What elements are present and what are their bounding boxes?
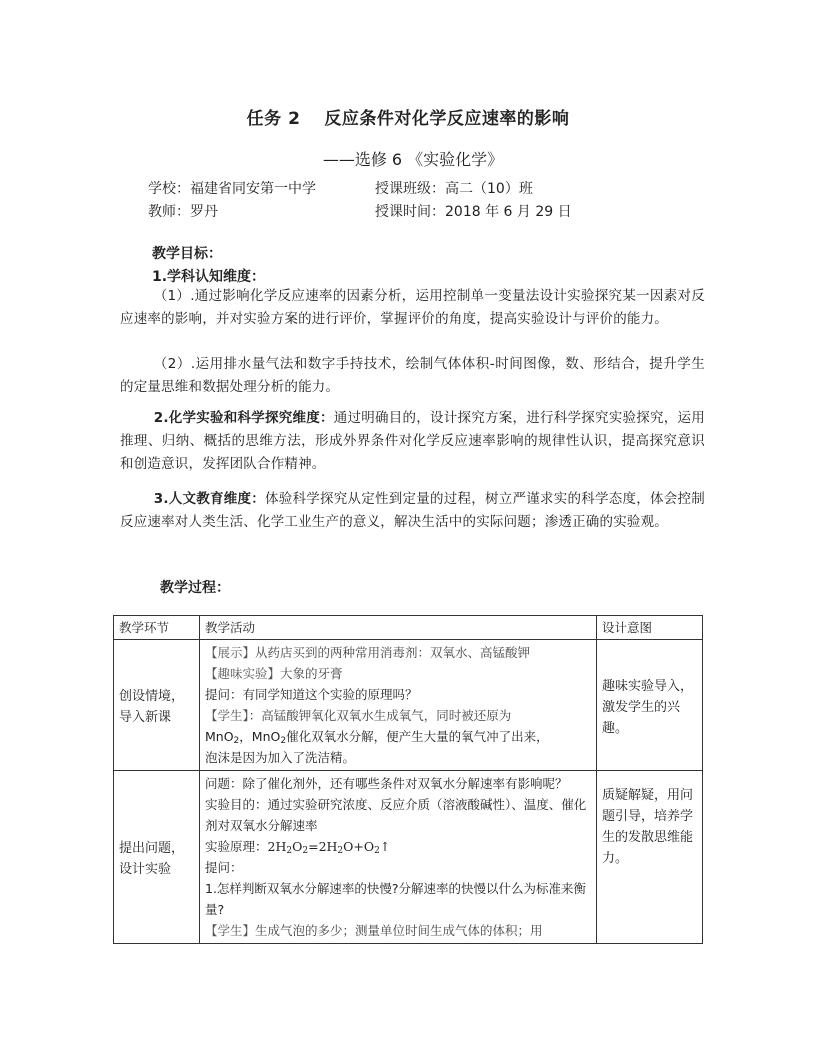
table-row xyxy=(114,640,703,771)
activity-line: 【趣味实验】大象的牙膏 xyxy=(205,666,343,681)
stage-cell: 创设情境，导入新课 xyxy=(114,640,200,771)
dimension-1-paragraph-2: （2）.运用排水量气法和数字手持技术，绘制气体体积-时间图像，数、形结合，提升学生的定量思维和数据处理分析的能力。 xyxy=(120,356,705,395)
time-info: 授课时间：2018 年 6 月 29 日 xyxy=(375,204,572,220)
dimension-1-title: 1.学科认知维度： xyxy=(152,269,266,285)
page-title: 任务 2 反应条件对化学反应速率的影响 xyxy=(246,109,570,129)
activity-line: 【学生】：高锰酸钾氧化双氧水生成氧气，同时被还原为 xyxy=(205,708,512,723)
process-table xyxy=(113,615,703,944)
dimension-1-paragraph-1: （1）.通过影响化学反应速率的因素分析，运用控制单一变量法设计实验探究某一因素对反应速率的影响，并对实验方案的进行评价，掌握评价的角度，提高实验设计与评价的能力。 xyxy=(120,288,705,327)
activity-line: MnO$_2$，MnO$_2$催化双氧水分解，便产生大量的氧气冲了出来， xyxy=(205,729,549,746)
activity-line: 【展示】从药店买到的两种常用消毒剂：双氧水、高锰酸钾 xyxy=(205,645,531,660)
teacher-info: 教师：罗丹 xyxy=(148,204,218,220)
activity-cell xyxy=(200,771,597,944)
column-header-intent: 设计意图 xyxy=(597,616,703,640)
intent-cell: 趣味实验导入，激发学生的兴趣。 xyxy=(597,640,703,771)
activity-line: 提问：有同学知道这个实验的原理吗？ xyxy=(205,687,418,702)
tag-label: 【学生】 xyxy=(205,923,256,938)
activity-line: 泡沫是因为加入了洗洁精。 xyxy=(205,750,356,765)
activity-cell xyxy=(200,640,597,771)
activity-line: 实验目的：通过实验研究浓度、反应介质（溶液酸碱性）、温度、催化剂对双氧水分解速率 xyxy=(205,797,587,833)
page-subtitle: ——选修 6 《实验化学》 xyxy=(322,150,504,169)
activity-line: 1.怎样判断双氧水分解速率的快慢?分解速率的快慢以什么为标准来衡量? xyxy=(205,881,587,917)
column-header-stage: 教学环节 xyxy=(114,616,200,640)
tag-label: 【趣味实验】 xyxy=(205,666,281,681)
activity-line: 实验原理：$2H_2O_2=2H_2O+O_2↑$ xyxy=(205,839,391,856)
dimension-3-paragraph xyxy=(120,488,705,534)
table-row xyxy=(114,771,703,944)
intent-cell: 质疑解疑，用问题引导，培养学生的发散思维能力。 xyxy=(597,771,703,944)
dimension-3-title: 3.人文教育维度： xyxy=(153,491,265,507)
school-info: 学校：福建省同安第一中学 xyxy=(148,181,316,197)
process-heading: 教学过程： xyxy=(160,580,230,596)
dimension-3-text: 体验科学探究从定性到定量的过程，树立严谨求实的科学态度，体会控制反应速率对人类生活、化学工业生产的意义，解决生活中的实际问题；渗透正确的实验观。 xyxy=(120,491,706,530)
dimension-2-paragraph xyxy=(120,407,705,476)
activity-line: 提问： xyxy=(205,860,243,875)
goals-heading: 教学目标： xyxy=(152,246,222,262)
column-header-activity: 教学活动 xyxy=(200,616,597,640)
dimension-2-title: 2.化学实验和科学探究维度： xyxy=(153,410,334,426)
class-info: 授课班级：高二（10）班 xyxy=(375,181,533,197)
tag-label: 【展示】 xyxy=(205,645,256,660)
reaction-equation: $2H_2O_2=2H_2O+O_2↑$ xyxy=(267,839,391,856)
dimension-2-text: 通过明确目的，设计探究方案，进行科学探究实验探究，运用推理、归纳、概括的思维方法，形成外界条件对化学反应速率影响的规律性认识，提高探究意识和创造意识，发挥团队合作精神。 xyxy=(120,410,705,472)
table-header-row xyxy=(114,616,703,640)
activity-line: 问题：除了催化剂外，还有哪些条件对双氧水分解速率有影响呢？ xyxy=(205,776,568,791)
activity-line: 【学生】生成气泡的多少；测量单位时间生成气体的体积；用 xyxy=(205,923,543,938)
tag-label: 【学生】 xyxy=(205,708,249,723)
stage-cell: 提出问题，设计实验 xyxy=(114,771,200,944)
